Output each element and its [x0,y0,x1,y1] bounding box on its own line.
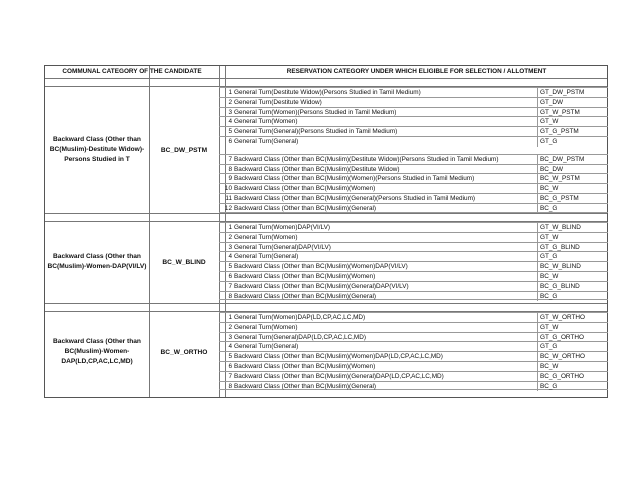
reservation-code: GT_G_BLIND [537,243,607,253]
reservation-table [44,65,608,398]
table-row [219,242,608,252]
row-number: 4 [228,343,232,351]
reservation-description: Backward Class (Other than BC(Muslim)(Women)DAP(LD,CP,AC,LC,MD) [234,353,443,361]
row-number: 6 [228,138,232,145]
communal-code-cell: BC_DW_PSTM [160,146,208,154]
table-row [219,203,608,213]
reservation-description: General Turn(Women) [234,233,298,241]
reservation-description: General Turn(General) [234,253,299,261]
row-number: 6 [228,273,232,280]
table-row [219,271,608,281]
reservation-description: Backward Class (Other than BC(Muslim)(General)DAP(VI/LV) [234,282,409,290]
row-number: 3 [228,108,232,116]
table-row [219,291,608,301]
row-number: 3 [228,243,232,251]
header-divider [45,78,607,79]
reservation-description: General Turn(Women) [234,118,298,126]
reservation-code: BC_W_BLIND [537,262,607,272]
reservation-description: Backward Class (Other than BC(Muslim)(Women) [234,273,376,280]
reservation-description: Backward Class (Other than BC(Muslim)(Destitute Widow)(Persons Studied in Tamil Medium) [234,155,499,163]
row-number: 9 [228,175,232,183]
reservation-description: Backward Class (Other than BC(Muslim)(General) [234,204,377,212]
row-number: 8 [228,165,232,173]
table-row [219,183,608,193]
communal-category-cell: Backward Class (Other than BC(Muslim)-Destitute Widow)-Persons Studied in T [49,136,145,163]
row-number: 2 [228,233,232,241]
row-number: 3 [228,333,232,341]
reservation-code: BC_G [537,292,607,302]
row-number: 5 [228,128,232,136]
reservation-description: General Turn(Women) [234,323,298,331]
communal-code-cell: BC_W_ORTHO [160,348,208,356]
reservation-description: Backward Class (Other than BC(Muslim)(Destitute Widow) [234,165,400,173]
table-row [219,332,608,342]
row-number: 12 [224,204,232,212]
reservation-code: BC_DW_PSTM [537,155,607,165]
reservation-code: GT_G [537,252,607,262]
row-number: 5 [228,263,232,271]
reservation-code: GT_W [537,323,607,333]
reservation-code: GT_DW_PSTM [537,88,607,98]
table-row [219,341,608,351]
reservation-description: General Turn(Women)(Persons Studied in Tamil Medium) [234,108,397,116]
reservation-code: GT_DW [537,98,607,108]
reservation-description: General Turn(Destitute Widow) [234,98,322,106]
row-number: 1 [228,314,232,321]
group-divider [45,303,607,304]
reservation-code: BC_DW [537,165,607,175]
reservation-code: GT_W [537,117,607,127]
header-communal-category: COMMUNAL CATEGORY OF THE CANDIDATE [62,68,202,75]
reservation-code: BC_W_PSTM [537,174,607,184]
reservation-code: BC_W [537,272,607,282]
reservation-description: Backward Class (Other than BC(Muslim)(General)DAP(LD,CP,AC,LC,MD) [234,372,444,380]
row-number: 2 [228,98,232,106]
table-row [219,261,608,271]
row-number: 6 [228,363,232,370]
table-row [219,251,608,261]
header-reservation-category: RESERVATION CATEGORY UNDER WHICH ELIGIBLE FOR SELECTION / ALLOTMENT [286,68,547,75]
reservation-code: GT_W_BLIND [537,223,607,233]
communal-category-cell: Backward Class (Other than BC(Muslim)-Women-DAP(VI/LV) [47,253,147,270]
reservation-code: BC_W [537,184,607,194]
row-number: 4 [228,118,232,126]
communal-code-cell: BC_W_BLIND [162,258,206,266]
reservation-description: General Turn(General) [234,138,299,145]
table-row [219,97,608,107]
reservation-code: GT_G_ORTHO [537,333,607,343]
table-row [219,281,608,291]
table-row [219,107,608,117]
row-number: 4 [228,253,232,261]
table-row [219,164,608,174]
reservation-description: Backward Class (Other than BC(Muslim)(General) [234,292,377,300]
group-divider [45,213,607,214]
row-number: 10 [224,185,232,193]
reservation-code: GT_G [537,137,607,147]
table-row [219,232,608,242]
reservation-code: BC_W_ORTHO [537,352,607,362]
reservation-description: General Turn(Women)DAP(LD,CP,AC,LC,MD) [234,314,366,321]
row-number: 2 [228,323,232,331]
reservation-code: GT_W [537,233,607,243]
table-row [219,193,608,203]
reservation-code: BC_G_ORTHO [537,372,607,382]
reservation-code: BC_G [537,382,607,392]
reservation-code: GT_W_PSTM [537,108,607,118]
reservation-code: BC_W [537,362,607,372]
table-row [219,312,608,322]
row-number: 7 [228,372,232,380]
reservation-description: General Turn(Destitute Widow)(Persons Studied in Tamil Medium) [234,89,421,96]
reservation-description: General Turn(General)(Persons Studied in Tamil Medium) [234,128,398,136]
table-row [219,154,608,164]
row-number: 11 [225,195,232,202]
reservation-description: Backward Class (Other than BC(Muslim)(Women)(Persons Studied in Tamil Medium) [234,175,475,183]
reservation-code: BC_G [537,204,607,214]
table-row [219,136,608,146]
reservation-description: Backward Class (Other than BC(Muslim)(General)(Persons Studied in Tamil Medium) [234,195,476,202]
table-row [219,173,608,183]
table-row [219,322,608,332]
table-row [219,351,608,361]
reservation-description: General Turn(General)DAP(LD,CP,AC,LC,MD) [234,333,366,341]
row-number: 8 [228,292,232,300]
row-number: 5 [228,353,232,361]
row-number: 1 [228,89,232,96]
reservation-description: Backward Class (Other than BC(Muslim)(Women)DAP(VI/LV) [234,263,408,271]
table-row [219,222,608,232]
table-row [219,87,608,97]
reservation-description: General Turn(Women)DAP(VI/LV) [234,224,331,231]
table-row [219,126,608,136]
reservation-code: BC_G_PSTM [537,194,607,204]
reservation-description: General Turn(General) [234,343,299,351]
reservation-description: Backward Class (Other than BC(Muslim)(Women) [234,363,376,370]
row-number: 8 [228,382,232,390]
table-row [219,371,608,381]
reservation-description: Backward Class (Other than BC(Muslim)(General) [234,382,377,390]
reservation-code: GT_W_ORTHO [537,313,607,323]
reservation-description: General Turn(General)DAP(VI/LV) [234,243,331,251]
table-row [219,381,608,391]
reservation-code: BC_G_BLIND [537,282,607,292]
reservation-code: GT_G [537,342,607,352]
reservation-code: GT_G_PSTM [537,127,607,137]
table-row [219,361,608,371]
communal-category-cell: Backward Class (Other than BC(Muslim)-Women-DAP(LD,CP,AC,LC,MD) [53,338,141,365]
row-number: 7 [228,282,232,290]
table-row [219,116,608,126]
reservation-description: Backward Class (Other than BC(Muslim)(Women) [234,185,376,193]
row-number: 7 [228,155,232,163]
row-number: 1 [228,224,232,231]
